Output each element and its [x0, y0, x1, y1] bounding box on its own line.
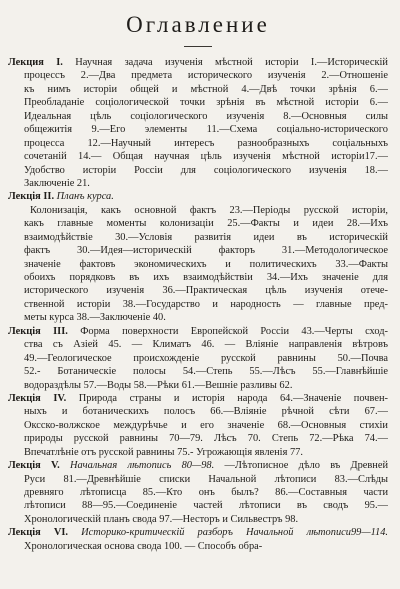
toc-text: лѣтописи 88—95.—Соединеніе частей лѣтописи въ сводъ 95.—	[24, 500, 388, 512]
toc-line	[8, 123, 388, 136]
toc-line	[8, 177, 388, 190]
toc-line	[8, 69, 388, 82]
toc-text: Колонизація, какъ основной фактъ 23.—Періоды русской исторіи,	[30, 204, 388, 216]
toc-text: Научная задача изученія мѣстной исторіи I.—Историческій	[75, 57, 388, 68]
page-title: Оглавление	[126, 12, 270, 37]
toc-line	[8, 83, 388, 96]
toc-text: Удобство исторіи Россіи для соціологического изученія 18.—	[24, 164, 388, 176]
toc-line	[8, 499, 388, 512]
toc-text: 52.- Ботаническіе полосы 54.—Степь 55.—Лѣсъ 55.—Главнѣйшіе	[24, 366, 388, 378]
toc-line	[8, 298, 388, 311]
toc-line	[8, 392, 388, 405]
toc-line	[8, 513, 388, 526]
toc-text: значеніе фактовъ экономическихъ и политическихъ 33.—Факты	[24, 258, 388, 270]
toc-text: Хронологическій планъ свода 97.—Несторъ и Сильвестръ 98.	[24, 513, 299, 525]
toc-line	[8, 379, 388, 392]
toc-line	[8, 284, 388, 297]
lecture-label: Лекція II.	[8, 191, 55, 203]
toc-text: Форма поверхности Европейской Россіи 43.—Черты сход-	[80, 325, 388, 337]
lecture-label: Лекція III.	[8, 325, 68, 337]
lecture-label: Лекція VI.	[8, 527, 69, 539]
toc-line	[8, 271, 388, 284]
toc-line	[8, 110, 388, 123]
toc-text: природы русской равнины 70—79. Лѣсъ 70. Степь 72.—Рѣка 74.—	[24, 433, 388, 445]
toc-line	[8, 432, 388, 445]
toc-line	[8, 473, 388, 486]
toc-text: процесса 12.—Научный интересъ разнообразныхъ соціальныхъ	[24, 137, 388, 149]
toc-text: Впечатлѣніе отъ русской равнины 75.- Угрожающія явленія 77.	[24, 446, 303, 458]
toc-text: меты курса 38.—Заключеніе 40.	[24, 312, 166, 324]
table-of-contents	[8, 56, 388, 553]
toc-line	[8, 352, 388, 365]
toc-text: Природа страны и исторія народа 64.—Значеніе почвен-	[78, 392, 388, 404]
toc-text: водораздѣлы 57.—Воды 58.—Рѣки 61.—Вешніе разливы 62.	[24, 379, 293, 391]
toc-line	[8, 137, 388, 150]
toc-line	[8, 311, 388, 324]
toc-line	[8, 217, 388, 230]
toc-text: 49.—Геологическое происхожденіе русской равнины 50.—Почва	[24, 352, 388, 364]
lecture-title-continued: 99—114.	[350, 527, 388, 539]
toc-line	[8, 164, 388, 177]
toc-line	[8, 540, 388, 553]
toc-line	[8, 446, 388, 459]
toc-text: взаимодѣйствіе 30.—Условія развитія идеи въ историческій	[24, 231, 388, 243]
toc-text: Хронологическая основа свода 100. — Способъ обра-	[24, 540, 263, 552]
toc-line	[8, 244, 388, 257]
lecture-entry	[8, 56, 388, 190]
toc-text: Преобладаніе соціологической точки зрѣнія въ мѣстной исторіи 6.—	[24, 97, 388, 109]
lecture-title: Историко-критическій разборъ Начальной лѣтописи	[81, 527, 351, 539]
toc-line	[8, 150, 388, 163]
toc-line	[8, 204, 388, 217]
lecture-entry	[8, 190, 388, 324]
title-divider	[184, 46, 212, 47]
toc-text: —Лѣтописное дѣло въ Древней	[224, 460, 388, 472]
toc-text: древняго лѣтописца 85.—Кто онъ былъ? 86.—Составныя части	[24, 487, 388, 498]
lecture-label: Лекція IV.	[8, 392, 67, 404]
toc-line	[8, 365, 388, 378]
lecture-entry	[8, 459, 388, 526]
lecture-label: Лекція V.	[8, 460, 60, 472]
toc-line	[8, 325, 388, 338]
toc-text: общежитія 9.—Его элементы 11.—Схема соціально-исторического	[24, 124, 388, 136]
toc-line	[8, 419, 388, 432]
toc-text: ныхъ и ботаническихъ полосъ 66.—Вліяніе рѣчной сѣти 67.—	[24, 406, 388, 418]
toc-text: ственной исторіи 38.—Государство и народность — главные пред-	[24, 298, 388, 310]
toc-line	[8, 526, 388, 539]
lecture-label: Лекция I.	[8, 57, 63, 68]
toc-text: исторического изученія 36.—Практическая цѣль изученія отече-	[24, 285, 388, 297]
toc-text: къ нимъ исторіи общей и мѣстной 4.—Двѣ точки зрѣнія 6.—	[24, 83, 388, 95]
toc-line	[8, 56, 388, 69]
toc-text: процессъ 2.—Два предмета исторического изученія 2.—Отношеніе	[24, 70, 388, 82]
toc-line	[8, 190, 388, 203]
lecture-entry	[8, 325, 388, 392]
toc-line	[8, 96, 388, 109]
toc-line	[8, 459, 388, 472]
toc-line	[8, 258, 388, 271]
lecture-entry	[8, 392, 388, 459]
toc-line	[8, 405, 388, 418]
lecture-title: Планъ курса.	[56, 191, 114, 203]
toc-text: Руси 81.—Древнѣйшіе списки Начальной лѣтописи 83.—Слѣды	[24, 473, 388, 485]
toc-text: обоихъ порядковъ въ ихъ взаимодѣйствіи 34.—Ихъ значеніе для	[24, 272, 388, 283]
toc-text: ства съ Азіей 45. — Климатъ 46. — Вліяніе направленія вѣтровъ	[24, 339, 388, 351]
toc-line	[8, 338, 388, 351]
toc-text: Идеальная цѣль соціологического изученія 8.—Основныя силы	[24, 110, 388, 122]
toc-text: сочетаній 14.— Общая научная цѣль изученія мѣстной исторіи17.—	[24, 151, 388, 163]
toc-text: какъ главные моменты колонизаціи 25.—Факты и идеи 28.—Ихъ	[24, 218, 388, 230]
toc-line	[8, 486, 388, 499]
toc-text: фактъ 30.—Идея—историческій факторъ 31.—Методологическое	[24, 245, 388, 257]
toc-text: Заключеніе 21.	[24, 177, 90, 189]
lecture-entry	[8, 526, 388, 553]
lecture-title: Начальная лѣтопись 80—98.	[70, 460, 215, 472]
toc-text: Оксско-волжское междурѣчье и его значеніе 68.—Основныя стихіи	[24, 419, 388, 431]
toc-line	[8, 231, 388, 244]
